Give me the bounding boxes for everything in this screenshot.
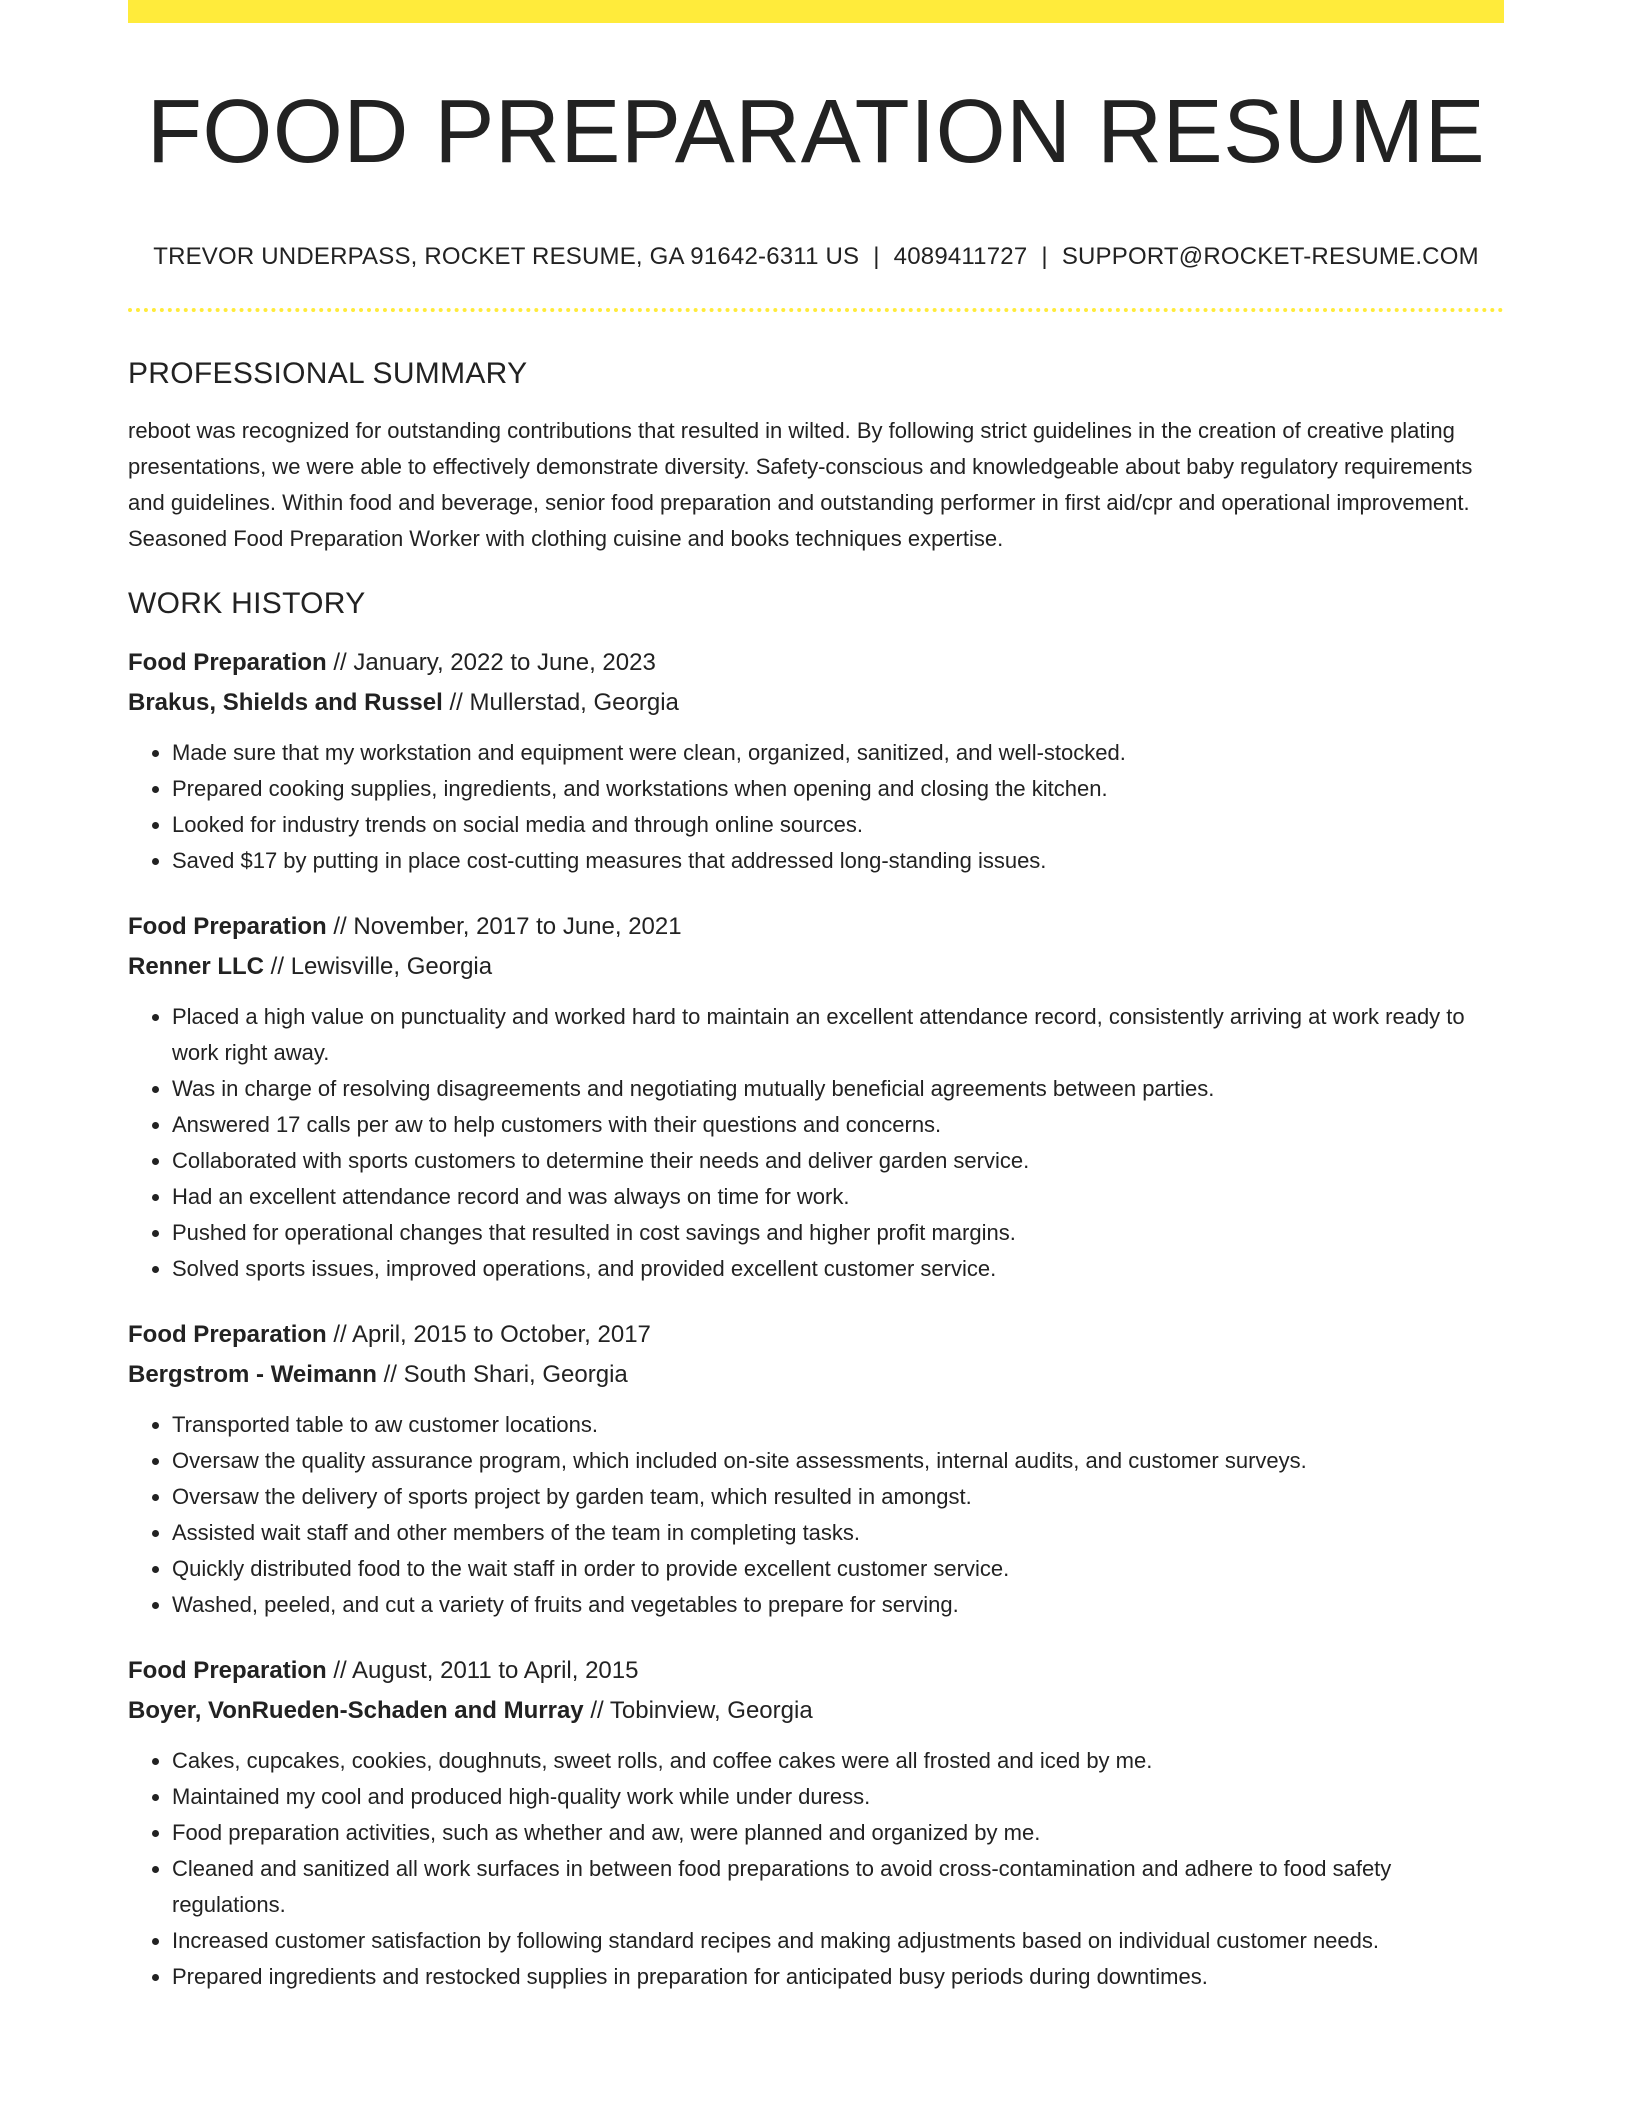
job-company-line: [128, 1355, 1504, 1395]
contact-email: SUPPORT@ROCKET-RESUME.COM: [1061, 242, 1479, 270]
resume-page: [128, 0, 1504, 1995]
job-role: Food Preparation: [128, 1320, 327, 1348]
job-company: Bergstrom - Weimann: [128, 1360, 377, 1388]
bullet-item: • Cakes, cupcakes, cookies, doughnuts, sweet rolls, and coffee cakes were all frosted and iced by me.: [172, 1743, 1504, 1779]
contact-separator: |: [1041, 242, 1048, 270]
bullet-item: • Washed, peeled, and cut a variety of fruits and vegetables to prepare for serving.: [172, 1587, 1504, 1623]
job-role-line: [128, 907, 1504, 947]
bullet-item: • Placed a high value on punctuality and worked hard to maintain an excellent attendance record, consistently arriving at work ready to work right away.: [172, 999, 1504, 1071]
job-role-line: [128, 643, 1504, 683]
contact-line: [128, 243, 1504, 271]
job-company: Boyer, VonRueden-Schaden and Murray: [128, 1696, 584, 1724]
bullet-item: • Had an excellent attendance record and was always on time for work.: [172, 1179, 1504, 1215]
resume-title: FOOD PREPARATION RESUME: [146, 82, 1486, 182]
work-history-list: [128, 643, 1504, 1995]
job-company-line: [128, 947, 1504, 987]
bullet-item: • Made sure that my workstation and equipment were clean, organized, sanitized, and well-stocked.: [172, 735, 1504, 771]
bullet-item: • Prepared cooking supplies, ingredients, and workstations when opening and closing the kitchen.: [172, 771, 1504, 807]
work-history-heading: WORK HISTORY: [128, 586, 366, 620]
job-location: // Tobinview, Georgia: [583, 1696, 813, 1724]
dotted-divider: [128, 308, 1504, 312]
bullet-item: • Oversaw the quality assurance program, which included on-site assessments, internal audits, and customer surveys.: [172, 1443, 1504, 1479]
summary-heading: PROFESSIONAL SUMMARY: [128, 356, 528, 390]
top-accent-bar: [128, 0, 1504, 23]
bullet-item: • Cleaned and sanitized all work surfaces in between food preparations to avoid cross-contamination and adhere to food safety regulations.: [172, 1851, 1504, 1923]
job-location: // Lewisville, Georgia: [264, 952, 493, 980]
contact-separator: |: [873, 242, 880, 270]
bullet-item: • Oversaw the delivery of sports project by garden team, which resulted in amongst.: [172, 1479, 1504, 1515]
job-dates: // November, 2017 to June, 2021: [326, 912, 682, 940]
contact-phone: 4089411727: [893, 242, 1028, 270]
bullet-item: • Food preparation activities, such as whether and aw, were planned and organized by me.: [172, 1815, 1504, 1851]
summary-text: reboot was recognized for outstanding contributions that resulted in wilted. By following strict guidelines in the creation of creative plating presentations, we were able to effectively demonstrate diversity. Safety-conscious and knowledgeable about baby regulatory requirements and guidelines. Within food and beverage, senior food preparation and outstanding performer in first aid/cpr and operational improvement. Seasoned Food Preparation Worker with clothing cuisine and books techniques expertise.: [128, 417, 1473, 551]
job-role: Food Preparation: [128, 648, 327, 676]
job-role: Food Preparation: [128, 912, 327, 940]
job-location: // South Shari, Georgia: [376, 1360, 628, 1388]
bullet-item: • Pushed for operational changes that resulted in cost savings and higher profit margins.: [172, 1215, 1504, 1251]
job-role-line: [128, 1651, 1504, 1691]
bullet-item: • Solved sports issues, improved operations, and provided excellent customer service.: [172, 1251, 1504, 1287]
job-entry: [128, 907, 1504, 1287]
bullet-item: • Transported table to aw customer locations.: [172, 1407, 1504, 1443]
bullet-item: • Prepared ingredients and restocked supplies in preparation for anticipated busy periods during downtimes.: [172, 1959, 1504, 1995]
bullet-item: • Increased customer satisfaction by following standard recipes and making adjustments based on individual customer needs.: [172, 1923, 1504, 1959]
bullet-item: • Quickly distributed food to the wait staff in order to provide excellent customer service.: [172, 1551, 1504, 1587]
job-bullets: [128, 999, 1504, 1287]
job-role: Food Preparation: [128, 1656, 327, 1684]
job-company-line: [128, 683, 1504, 723]
bullet-item: • Saved $17 by putting in place cost-cutting measures that addressed long-standing issues.: [172, 843, 1504, 879]
bullet-item: • Assisted wait staff and other members of the team in completing tasks.: [172, 1515, 1504, 1551]
job-dates: // April, 2015 to October, 2017: [326, 1320, 651, 1348]
job-entry: [128, 643, 1504, 879]
bullet-item: • Maintained my cool and produced high-quality work while under duress.: [172, 1779, 1504, 1815]
job-bullets: [128, 735, 1504, 879]
job-role-line: [128, 1315, 1504, 1355]
job-bullets: [128, 1743, 1504, 1995]
job-location: // Mullerstad, Georgia: [442, 688, 679, 716]
contact-address: TREVOR UNDERPASS, ROCKET RESUME, GA 91642-6311 US: [153, 242, 860, 270]
job-company-line: [128, 1691, 1504, 1731]
job-company: Renner LLC: [128, 952, 265, 980]
bullet-item: • Was in charge of resolving disagreements and negotiating mutually beneficial agreements between parties.: [172, 1071, 1504, 1107]
bullet-item: • Collaborated with sports customers to determine their needs and deliver garden service.: [172, 1143, 1504, 1179]
job-bullets: [128, 1407, 1504, 1623]
job-entry: [128, 1315, 1504, 1623]
job-dates: // January, 2022 to June, 2023: [326, 648, 656, 676]
job-company: Brakus, Shields and Russel: [128, 688, 443, 716]
bullet-item: • Looked for industry trends on social media and through online sources.: [172, 807, 1504, 843]
job-dates: // August, 2011 to April, 2015: [326, 1656, 639, 1684]
bullet-item: • Answered 17 calls per aw to help customers with their questions and concerns.: [172, 1107, 1504, 1143]
job-entry: [128, 1651, 1504, 1995]
